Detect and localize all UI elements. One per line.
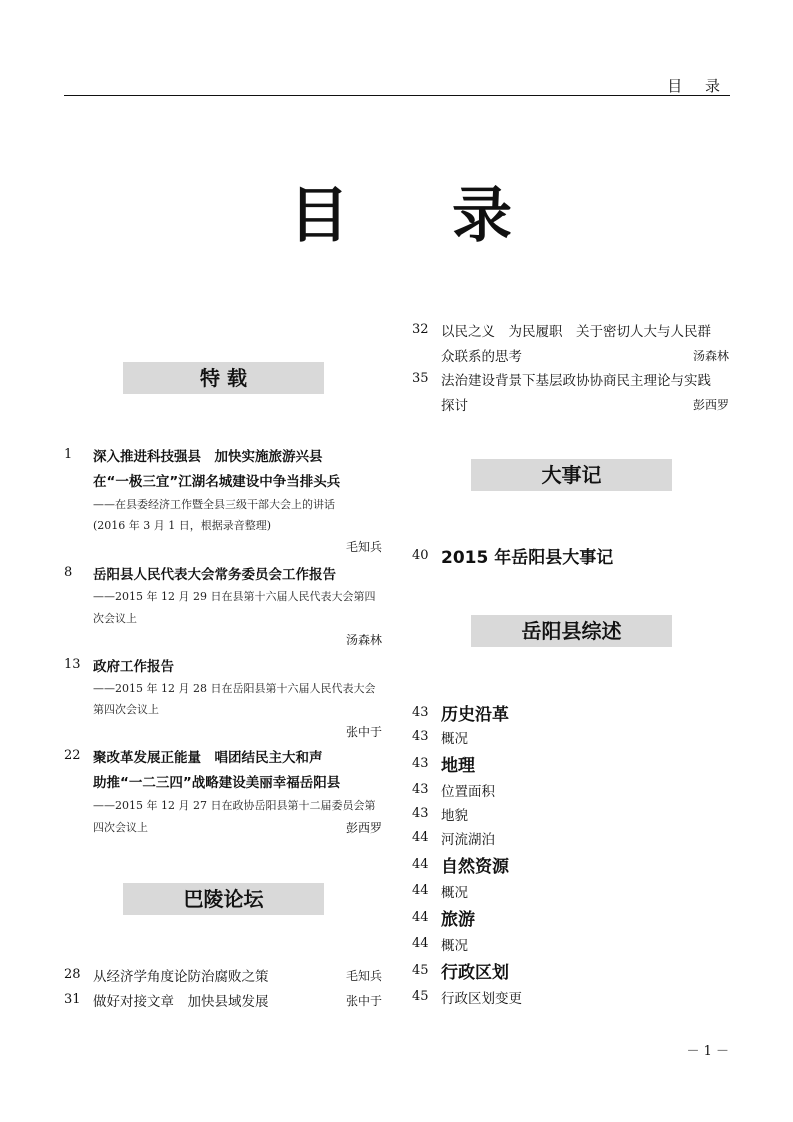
entry-subtitle-line: ——2015 年 12 月 28 日在岳阳县第十六届人民代表大会 bbox=[93, 682, 376, 695]
entry-subtitle-line: ——2015 年 12 月 27 日在政协岳阳县第十二届委员会第 bbox=[93, 799, 376, 812]
running-title: 目 录 bbox=[667, 77, 729, 95]
section-heading-overview: 岳阳县综述 bbox=[471, 615, 672, 647]
overview-subentry[interactable]: 河流湖泊 bbox=[441, 832, 495, 848]
entry-page-number: 44 bbox=[412, 883, 429, 898]
entry-page-number: 28 bbox=[64, 967, 81, 982]
entry-page-number: 43 bbox=[412, 806, 429, 821]
entry-subtitle-line: (2016 年 3 月 1 日，根据录音整理) bbox=[93, 519, 272, 532]
entry-page-number: 45 bbox=[412, 963, 429, 978]
entry-author: 汤森林 bbox=[692, 349, 729, 363]
entry-title-line[interactable]: 以民之义 为民履职 关于密切人大与人民群 bbox=[441, 324, 711, 340]
entry-page-number: 1 bbox=[64, 447, 73, 462]
page-title-char-1: 目 bbox=[289, 181, 349, 251]
entry-subtitle-line: 第四次会议上 bbox=[93, 703, 159, 716]
entry-page-number: 45 bbox=[412, 989, 429, 1004]
entry-author: 彭西罗 bbox=[692, 398, 729, 412]
entry-page-number: 44 bbox=[412, 936, 429, 951]
overview-subentry[interactable]: 概况 bbox=[441, 731, 468, 747]
entry-author: 汤森林 bbox=[345, 633, 382, 647]
entry-author: 彭西罗 bbox=[345, 821, 382, 835]
entry-title-line[interactable]: 在“一极三宜”江湖名城建设中争当排头兵 bbox=[93, 474, 341, 490]
entry-title-line[interactable]: 2015 年岳阳县大事记 bbox=[441, 548, 614, 568]
header-rule bbox=[64, 95, 730, 96]
section-heading-baling: 巴陵论坛 bbox=[123, 883, 324, 915]
entry-title-line[interactable]: 做好对接文章 加快县域发展 bbox=[93, 994, 269, 1010]
entry-title-line[interactable]: 政府工作报告 bbox=[93, 659, 174, 675]
entry-page-number: 22 bbox=[64, 748, 81, 763]
section-heading-special: 特 载 bbox=[123, 362, 324, 394]
section-heading-events: 大事记 bbox=[471, 459, 672, 491]
entry-page-number: 13 bbox=[64, 657, 81, 672]
page-title-char-2: 录 bbox=[452, 181, 512, 251]
entry-page-number: 43 bbox=[412, 782, 429, 797]
overview-heading[interactable]: 行政区划 bbox=[441, 963, 509, 983]
entry-page-number: 32 bbox=[412, 322, 429, 337]
entry-page-number: 31 bbox=[64, 992, 81, 1007]
overview-heading[interactable]: 地理 bbox=[441, 756, 475, 776]
entry-title-line[interactable]: 探讨 bbox=[441, 398, 468, 414]
entry-title-line[interactable]: 从经济学角度论防治腐败之策 bbox=[93, 969, 269, 985]
entry-page-number: 43 bbox=[412, 756, 429, 771]
entry-page-number: 40 bbox=[412, 548, 429, 563]
entry-page-number: 44 bbox=[412, 830, 429, 845]
entry-title-line[interactable]: 法治建设背景下基层政协协商民主理论与实践 bbox=[441, 373, 711, 389]
entry-subtitle-line: 次会议上 bbox=[93, 612, 137, 625]
overview-subentry[interactable]: 位置面积 bbox=[441, 784, 495, 800]
overview-subentry[interactable]: 概况 bbox=[441, 938, 468, 954]
entry-title-line[interactable]: 岳阳县人民代表大会常务委员会工作报告 bbox=[93, 567, 336, 583]
entry-page-number: 43 bbox=[412, 705, 429, 720]
entry-page-number: 44 bbox=[412, 857, 429, 872]
entry-title-line[interactable]: 深入推进科技强县 加快实施旅游兴县 bbox=[93, 449, 323, 465]
entry-author: 张中于 bbox=[345, 994, 382, 1008]
overview-subentry[interactable]: 概况 bbox=[441, 885, 468, 901]
entry-subtitle-line: ——2015 年 12 月 29 日在县第十六届人民代表大会第四 bbox=[93, 590, 376, 603]
overview-subentry[interactable]: 行政区划变更 bbox=[441, 991, 522, 1007]
entry-page-number: 44 bbox=[412, 910, 429, 925]
overview-heading[interactable]: 自然资源 bbox=[441, 857, 509, 877]
entry-subtitle-line: ——在县委经济工作暨全县三级干部大会上的讲话 bbox=[93, 498, 335, 511]
entry-page-number: 43 bbox=[412, 729, 429, 744]
entry-page-number: 8 bbox=[64, 565, 73, 580]
overview-heading[interactable]: 旅游 bbox=[441, 910, 475, 930]
page-number: － 1 － bbox=[686, 1044, 729, 1059]
entry-author: 毛知兵 bbox=[345, 540, 382, 554]
entry-author: 毛知兵 bbox=[345, 969, 382, 983]
entry-title-line[interactable]: 助推“一二三四”战略建设美丽幸福岳阳县 bbox=[93, 775, 341, 791]
overview-heading[interactable]: 历史沿革 bbox=[441, 705, 509, 725]
overview-subentry[interactable]: 地貌 bbox=[441, 808, 468, 824]
entry-title-line[interactable]: 聚改革发展正能量 唱团结民主大和声 bbox=[93, 750, 323, 766]
entry-subtitle-line: 四次会议上 bbox=[93, 821, 148, 834]
entry-author: 张中于 bbox=[345, 725, 382, 739]
entry-title-line[interactable]: 众联系的思考 bbox=[441, 349, 522, 365]
entry-page-number: 35 bbox=[412, 371, 429, 386]
